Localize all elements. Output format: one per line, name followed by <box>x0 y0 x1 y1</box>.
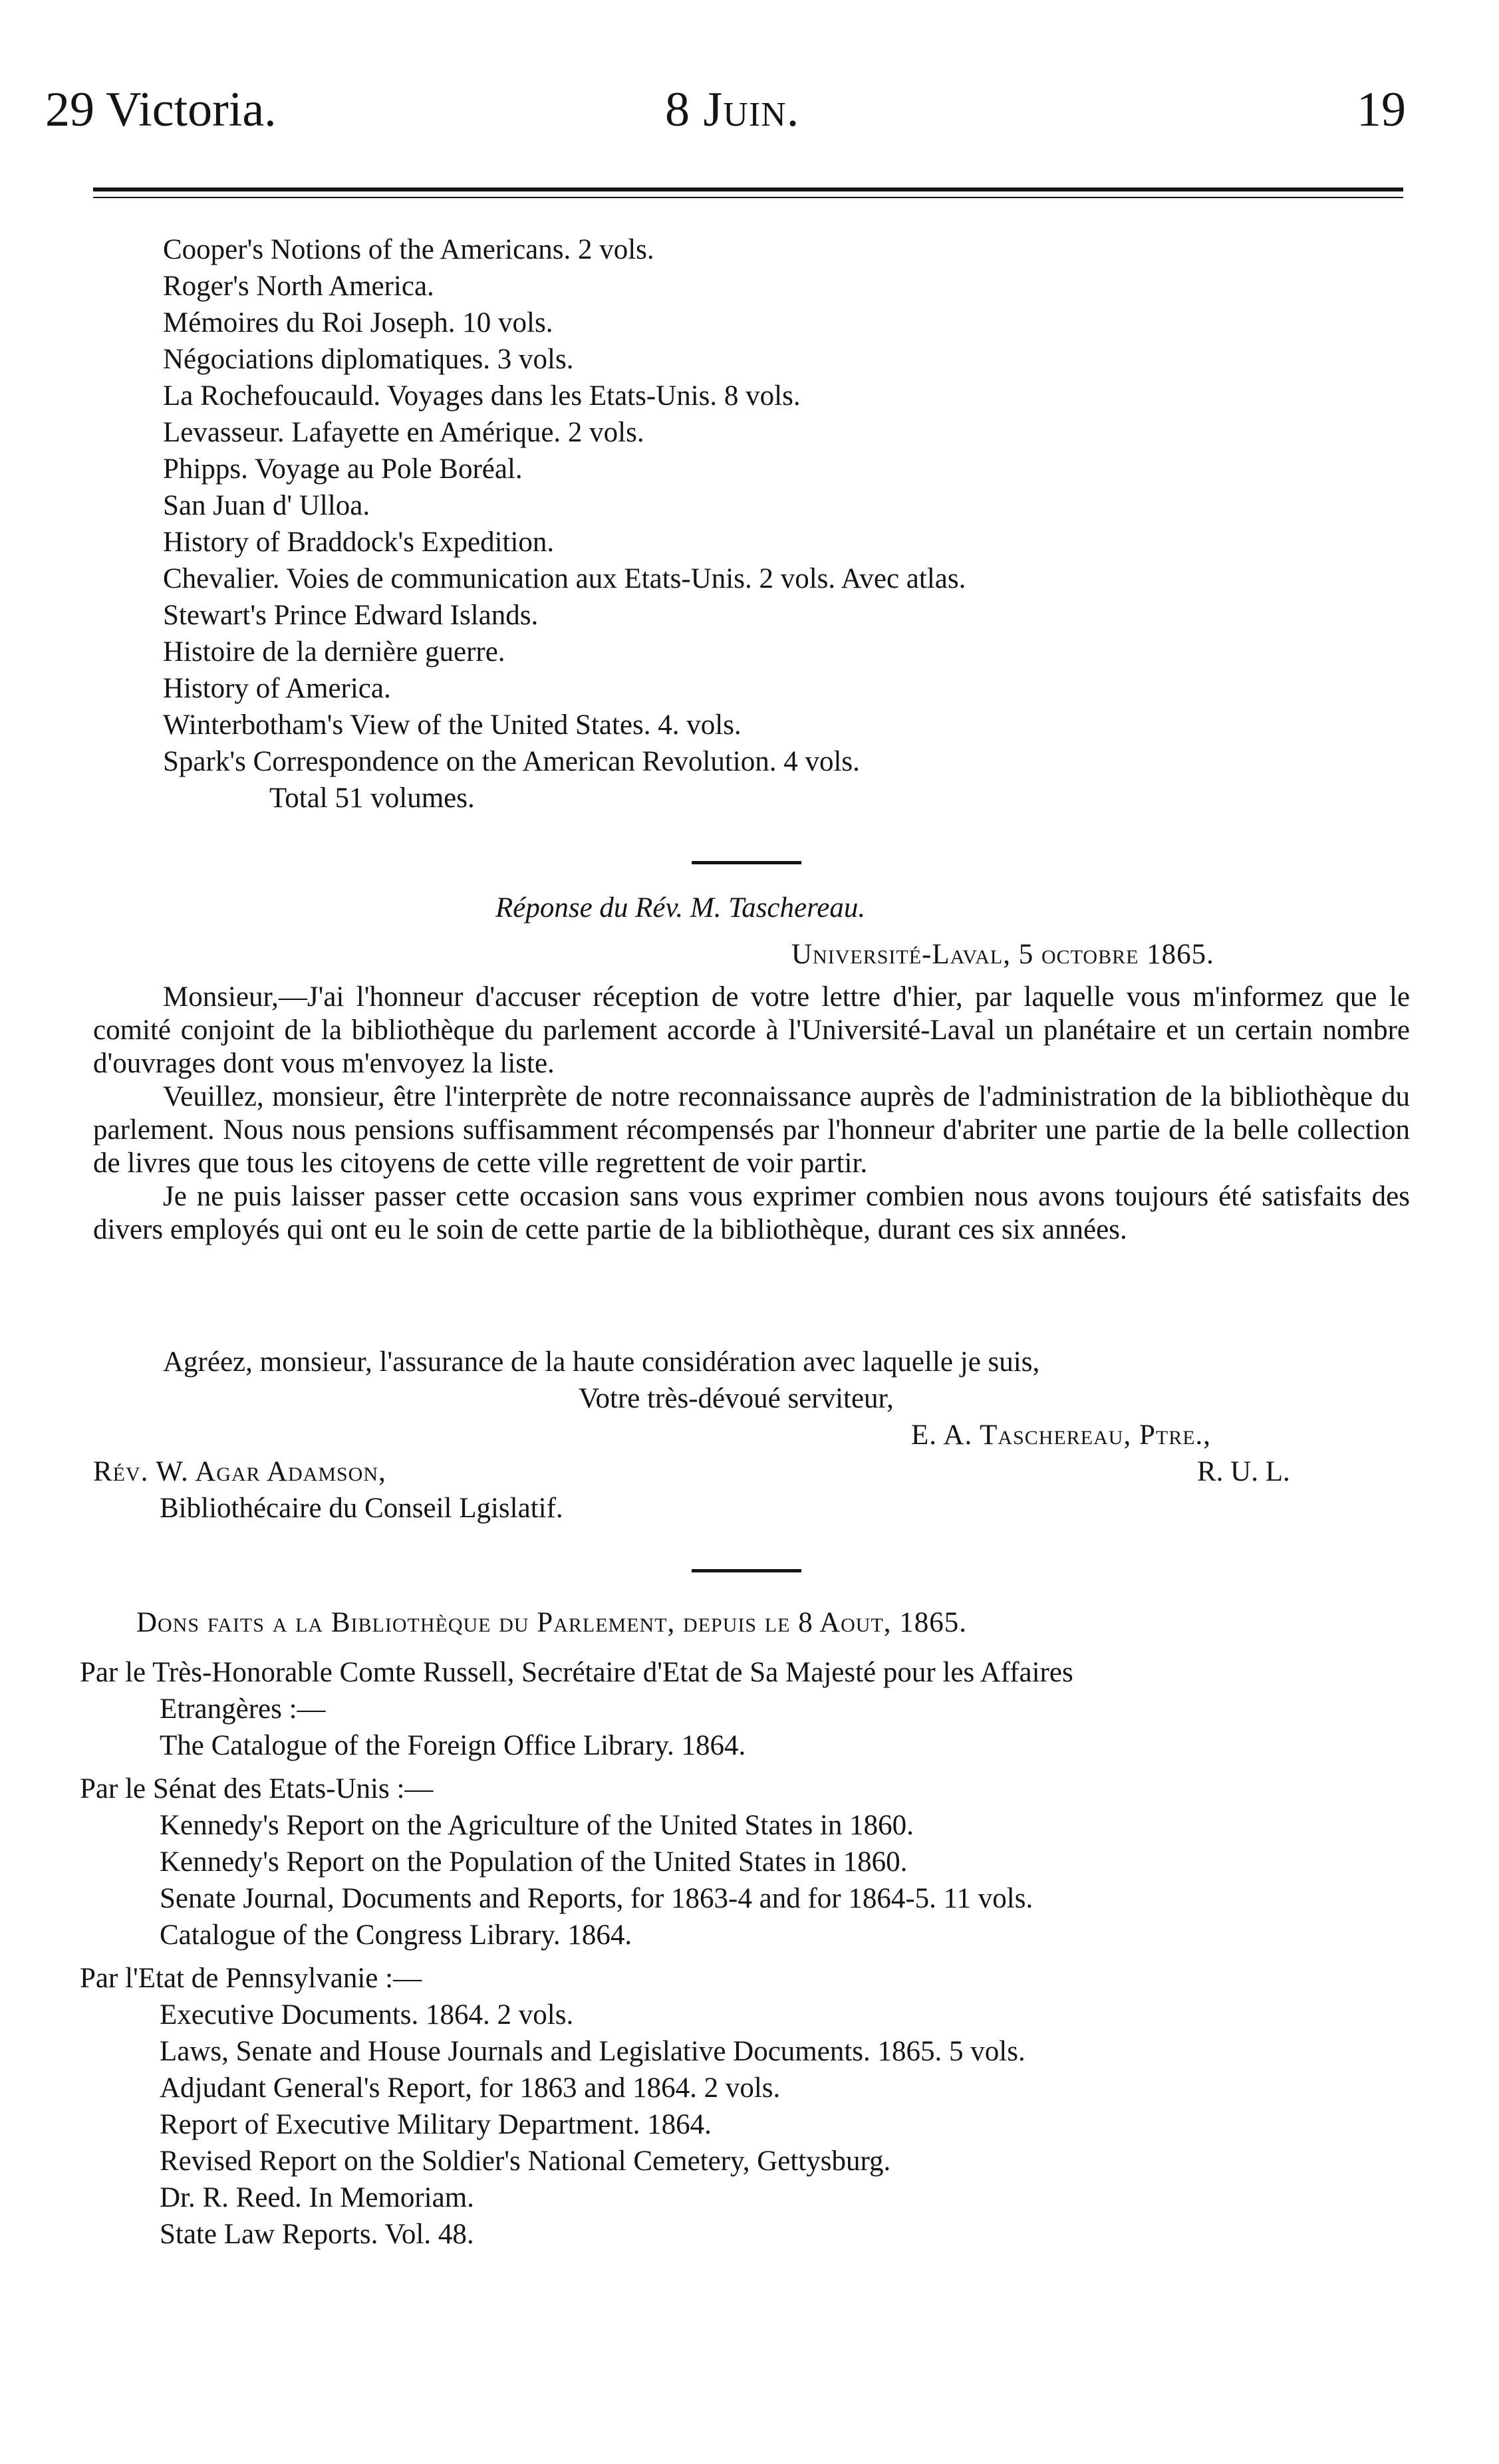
page-number: 19 <box>1357 82 1406 137</box>
book-item: Négociations diplomatiques. 3 vols. <box>163 344 574 375</box>
book-item: Histoire de la dernière guerre. <box>163 636 505 668</box>
donation-item: Kennedy's Report on the Population of the United States in 1860. <box>160 1846 908 1878</box>
signature-title: R. U. L. <box>1197 1456 1290 1487</box>
donation-item: Catalogue of the Congress Library. 1864. <box>160 1919 632 1951</box>
letter-heading: Réponse du Rév. M. Taschereau. <box>495 892 866 924</box>
addressee-name: Rév. W. Agar Adamson, <box>93 1456 386 1487</box>
donor-line: Par l'Etat de Pennsylvanie :— <box>80 1963 422 1994</box>
donor-line: Etrangères :— <box>160 1693 326 1725</box>
addressee-title: Bibliothécaire du Conseil Lgislatif. <box>160 1493 563 1524</box>
book-item: Phipps. Voyage au Pole Boréal. <box>163 453 523 485</box>
letter-paragraph: Je ne puis laisser passer cette occasion sans vous exprimer combien nous avons toujours été satisfaits des divers employés qui ont eu le soin de cette partie de la bibliothèque, durant ces six années. <box>93 1181 1410 1245</box>
section-divider <box>692 1569 801 1572</box>
book-item: San Juan d' Ulloa. <box>163 490 370 521</box>
section-divider <box>692 861 801 864</box>
donation-item: Laws, Senate and House Journals and Legislative Documents. 1865. 5 vols. <box>160 2036 1025 2067</box>
books-total: Total 51 volumes. <box>269 783 475 814</box>
letter-valediction: Votre très-dévoué serviteur, <box>579 1383 894 1414</box>
book-item: History of Braddock's Expedition. <box>163 527 555 558</box>
letter-paragraph: Monsieur,—J'ai l'honneur d'accuser réception de votre lettre d'hier, par laquelle vous m'informez que le comité conjoint de la bibliothèque du parlement accorde à l'Université-Laval un planétaire et un certain nombre d'ouvrages dont vous m'envoyez la liste. <box>93 981 1410 1079</box>
book-item: History of America. <box>163 673 391 704</box>
book-item: Winterbotham's View of the United States. 4. vols. <box>163 709 742 741</box>
book-item: Levasseur. Lafayette en Amérique. 2 vols. <box>163 417 644 448</box>
book-item: Roger's North America. <box>163 271 434 302</box>
header-rule-thin <box>93 197 1403 198</box>
donor-line: Par le Sénat des Etats-Unis :— <box>80 1773 434 1804</box>
header-rule-thick <box>93 187 1403 191</box>
donation-item: Revised Report on the Soldier's National Cemetery, Gettysburg. <box>160 2146 891 2177</box>
donation-item: State Law Reports. Vol. 48. <box>160 2219 474 2250</box>
book-item: Chevalier. Voies de communication aux Etats-Unis. 2 vols. Avec atlas. <box>163 563 966 594</box>
donation-item: The Catalogue of the Foreign Office Library. 1864. <box>160 1730 746 1761</box>
letter-closing: Agréez, monsieur, l'assurance de la haute considération avec laquelle je suis, <box>163 1346 1040 1378</box>
book-item: Mémoires du Roi Joseph. 10 vols. <box>163 307 553 338</box>
donation-item: Dr. R. Reed. In Memoriam. <box>160 2182 474 2213</box>
header-left: 29 Victoria. <box>45 82 277 137</box>
header-center: 8 Juin. <box>665 82 800 137</box>
donation-item: Senate Journal, Documents and Reports, for 1863-4 and for 1864-5. 11 vols. <box>160 1883 1033 1914</box>
donation-item: Adjudant General's Report, for 1863 and 1864. 2 vols. <box>160 2072 781 2104</box>
letter-paragraph: Veuillez, monsieur, être l'interprète de notre reconnaissance auprès de l'administration de la bibliothèque du parlement. Nous nous pensions suffisamment récompensés par l'honneur d'abriter une partie de la belle collection de livres que tous les citoyens de cette ville regrettent de voir partir. <box>93 1081 1410 1179</box>
book-item: La Rochefoucauld. Voyages dans les Etats-Unis. 8 vols. <box>163 380 801 412</box>
letter-body <box>93 981 1410 1247</box>
book-item: Stewart's Prince Edward Islands. <box>163 600 539 631</box>
donor-line: Par le Très-Honorable Comte Russell, Secrétaire d'Etat de Sa Majesté pour les Affaires <box>80 1657 1073 1688</box>
book-item: Cooper's Notions of the Americans. 2 vols. <box>163 234 654 265</box>
donation-item: Executive Documents. 1864. 2 vols. <box>160 1999 574 2031</box>
donation-item: Report of Executive Military Department. 1864. <box>160 2109 712 2140</box>
dons-heading: Dons faits a la Bibliothèque du Parlement, depuis le 8 Aout, 1865. <box>136 1607 968 1638</box>
donation-item: Kennedy's Report on the Agriculture of the United States in 1860. <box>160 1810 914 1841</box>
letter-signature: E. A. Taschereau, Ptre., <box>911 1419 1212 1451</box>
letter-dateline: Université-Laval, 5 octobre 1865. <box>791 939 1214 970</box>
book-item: Spark's Correspondence on the American Revolution. 4 vols. <box>163 746 860 777</box>
